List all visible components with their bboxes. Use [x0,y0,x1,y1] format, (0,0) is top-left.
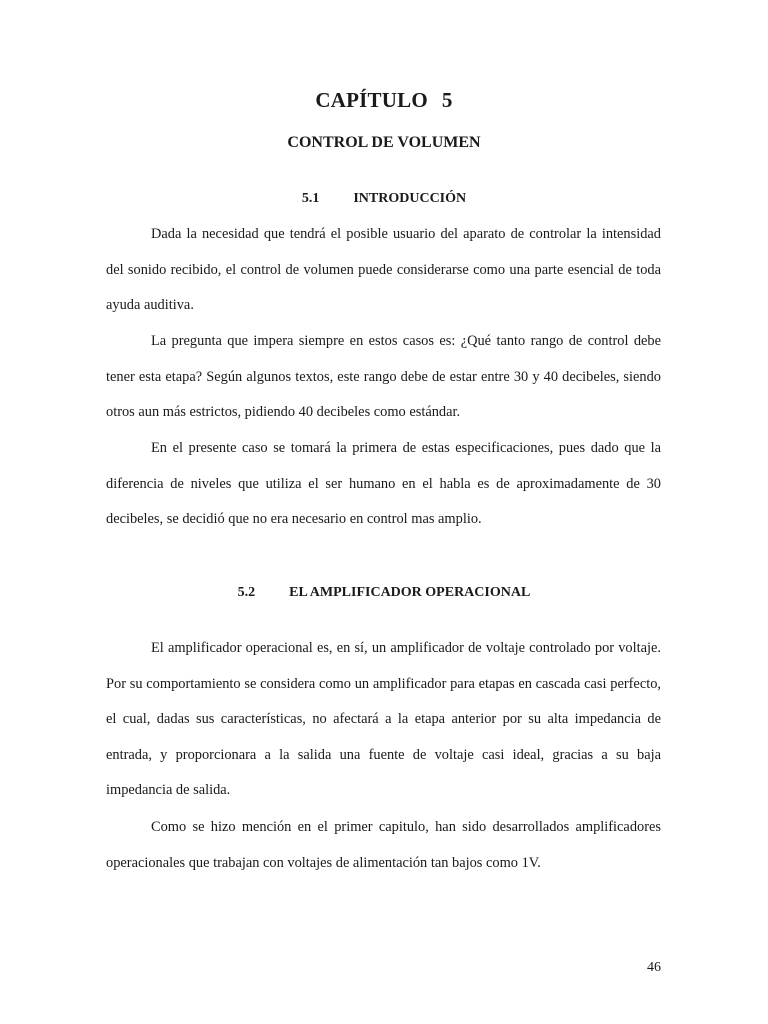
section-number: 5.1 [301,191,320,206]
chapter-subtitle: CONTROL DE VOLUMEN [287,134,481,151]
paragraph: En el presente caso se tomará la primera de estas especificaciones, pues dado que la diferencia de niveles que utiliza el ser humano en el habla es de aproximadamente de 30 decibeles, se decidió que no era necesario en control mas amplio. [106,440,661,527]
chapter-number: 5 [441,88,453,112]
paragraph: El amplificador operacional es, en sí, un amplificador de voltaje controlado por voltaje. Por su comportamiento se considera como un amplificador para etapas en cascada casi perfecto, el cual, dadas sus características, no afectará a la etapa anterior por su alta impedancia de entrada, y proporcionara a la salida una fuente de voltaje casi ideal, gracias a su baja impedancia de salida. [106,640,661,798]
page-number: 46 [647,960,661,975]
section-heading-5-1 [0,191,768,207]
section-title: EL AMPLIFICADOR OPERACIONAL [289,585,531,600]
chapter-label: CAPÍTULO [315,88,428,112]
paragraph: Dada la necesidad que tendrá el posible usuario del aparato de controlar la intensidad del sonido recibido, el control de volumen puede considerarse como una parte esencial de toda ayuda auditiva. [106,226,661,313]
section-heading-5-2 [0,585,768,601]
section-number: 5.2 [237,585,256,600]
paragraph: Como se hizo mención en el primer capitulo, han sido desarrollados amplificadores operacionales que trabajan con voltajes de alimentación tan bajos como 1V. [106,819,661,871]
chapter-title [0,88,768,113]
section-title: INTRODUCCIÓN [353,191,467,206]
paragraph: La pregunta que impera siempre en estos casos es: ¿Qué tanto rango de control debe tener esta etapa? Según algunos textos, este rango debe de estar entre 30 y 40 decibeles, siendo otros aun más estrictos, pidiendo 40 decibeles como estándar. [106,333,661,420]
